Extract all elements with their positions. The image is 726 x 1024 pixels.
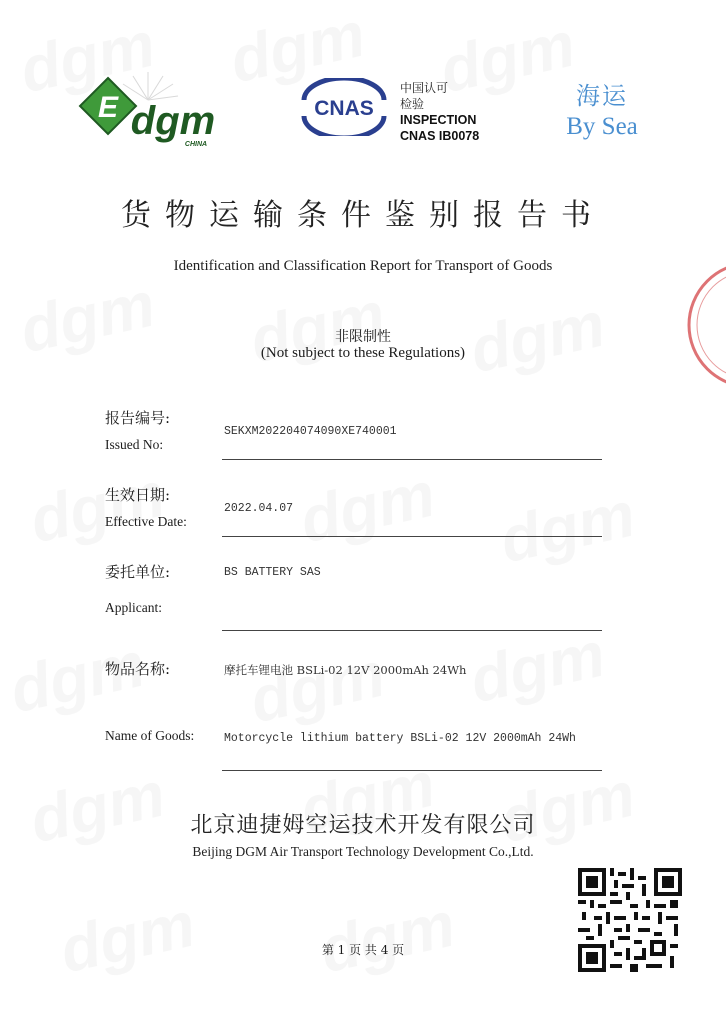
effective-date-label-en: Effective Date: [105, 514, 187, 529]
goods-value-en: Motorcycle lithium battery BSLi-02 12V 2000mAh 24Wh [224, 732, 576, 745]
cnas-line-2: 检验 [400, 97, 425, 111]
cnas-line-1: 中国认可 [400, 81, 449, 95]
effective-date-label-cn: 生效日期: [105, 486, 171, 504]
goods-underline [222, 770, 602, 771]
classification-cn: 非限制性 [335, 329, 391, 345]
svg-text:CHINA: CHINA [184, 141, 208, 148]
classification-en: (Not subject to these Regulations) [260, 345, 466, 361]
applicant-label-cn: 委托单位: [105, 563, 171, 581]
svg-text:E: E [97, 91, 119, 124]
cnas-line-4: CNAS IB0078 [400, 129, 480, 143]
by-sea-stamp-en: By Sea [566, 113, 638, 140]
cnas-logo [296, 78, 392, 136]
goods-label-cn: 物品名称: [105, 660, 171, 678]
goods-label-en: Name of Goods: [105, 728, 195, 743]
report-title-cn: 货物运输条件鉴别报告书 [121, 198, 605, 233]
applicant-value: BS BATTERY SAS [224, 566, 321, 579]
report-title-en: Identification and Classification Report for Transport of Goods [173, 258, 553, 274]
by-sea-stamp [552, 76, 652, 141]
applicant-label-en: Applicant: [105, 600, 162, 615]
dgm-logo [78, 70, 238, 152]
cnas-line-3: INSPECTION [400, 113, 477, 127]
issued-no-label-en: Issued No: [105, 437, 164, 452]
svg-text:CNAS: CNAS [314, 97, 374, 120]
company-name-en: Beijing DGM Air Transport Technology Development Co.,Ltd. [192, 844, 534, 859]
cnas-accreditation-text [400, 80, 479, 144]
issued-no-value: SEKXM202204074090XE740001 [224, 425, 397, 438]
issued-no-underline [222, 459, 602, 460]
applicant-underline [222, 630, 602, 631]
goods-value-cn: 摩托车锂电池 BSLi-02 12V 2000mAh 24Wh [224, 663, 467, 677]
page-indicator: 第 1 页 共 4 页 [321, 943, 405, 957]
svg-text:dgm: dgm [130, 99, 216, 143]
effective-date-value: 2022.04.07 [224, 502, 294, 515]
issued-no-label-cn: 报告编号: [105, 409, 171, 427]
by-sea-stamp-cn: 海运 [576, 82, 628, 110]
effective-date-underline [222, 536, 602, 537]
company-name-cn: 北京迪捷姆空运技术开发有限公司 [190, 813, 536, 838]
